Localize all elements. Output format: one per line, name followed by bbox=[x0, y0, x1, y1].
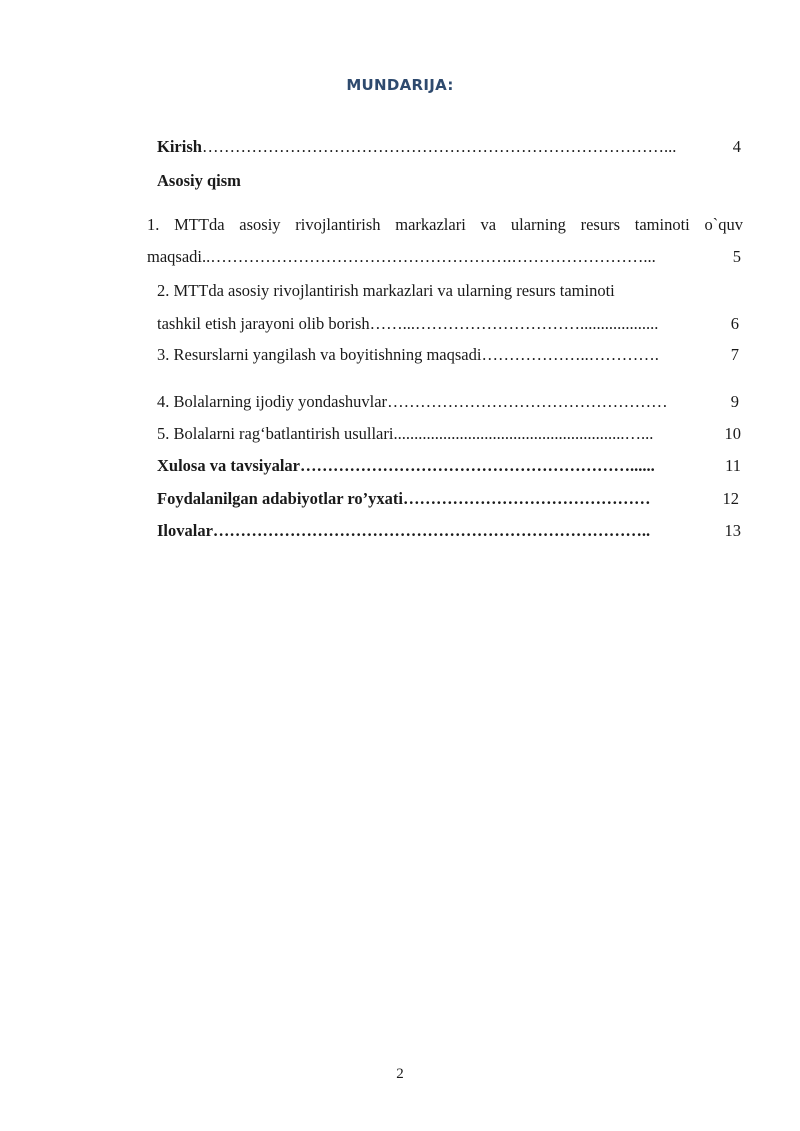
toc-entry-label bbox=[157, 344, 481, 366]
toc-leader-dots: …………………………………………………………………….. bbox=[212, 521, 651, 540]
toc-entry-label: Xulosa va tavsiyalar bbox=[157, 456, 301, 475]
toc-leader-dots: ........................................................…... bbox=[393, 424, 654, 443]
toc-leader-dots: …………………………………………………………………………... bbox=[201, 137, 677, 156]
toc-page-number: 5 bbox=[732, 247, 741, 266]
toc-entry-kirish bbox=[157, 136, 741, 158]
toc-entry-5 bbox=[157, 423, 741, 445]
toc-page-number: 9 bbox=[730, 392, 739, 411]
toc-entry-2-line1: 2. MTTda asosiy rivojlantirish markazlari va ularning resurs taminoti bbox=[157, 281, 615, 300]
toc-entry-label: 5. Bolalarni rag‘batlantirish usullari bbox=[157, 424, 394, 443]
toc-entry-label: tashkil etish jarayoni olib borish bbox=[157, 314, 370, 333]
toc-leader-dots: ……...…………………………................... bbox=[369, 314, 659, 333]
toc-page-number: 6 bbox=[730, 314, 739, 333]
toc-entry-label: 4. Bolalarning ijodiy yondashuvlar bbox=[157, 392, 388, 411]
toc-entry-label: maqsadi.. bbox=[147, 247, 211, 266]
toc-page-number: 13 bbox=[724, 521, 741, 540]
toc-leader-dots: ……………………………………………………...... bbox=[300, 456, 655, 475]
toc-page-number: 12 bbox=[722, 489, 739, 508]
toc-page-number: 7 bbox=[730, 345, 739, 364]
toc-entry-text: . Resurslarni yangilash va boyitishning maqsadi bbox=[165, 345, 482, 364]
toc-leader-dots: ……………………………………… bbox=[403, 489, 651, 508]
toc-entry-number: 3 bbox=[157, 345, 166, 364]
page-title: MUNDARIJA: bbox=[346, 76, 454, 94]
toc-page-number: 11 bbox=[725, 456, 741, 475]
toc-entry-label: Ilovalar bbox=[157, 521, 213, 540]
toc-leader-dots: ………………..…………. bbox=[481, 345, 659, 364]
toc-leader-dots: …………………………………………… bbox=[387, 392, 668, 411]
toc-entry-ilovalar bbox=[157, 520, 741, 542]
page-number: 2 bbox=[396, 1066, 404, 1082]
toc-entry-1 bbox=[147, 246, 741, 268]
toc-entry-4 bbox=[157, 391, 739, 413]
toc-entry-3 bbox=[157, 344, 739, 366]
toc-leader-dots: ……………………………………………….……………………... bbox=[210, 247, 656, 266]
toc-page-number: 10 bbox=[724, 424, 741, 443]
toc-entry-1-line1: 1. MTTda asosiy rivojlantirish markazlari va ularning resurs taminoti o`quv bbox=[147, 215, 743, 234]
toc-entry-adabiyotlar bbox=[157, 488, 739, 510]
toc-section-heading: Asosiy qism bbox=[157, 171, 241, 190]
toc-entry-label: Foydalanilgan adabiyotlar ro’yxati bbox=[157, 489, 404, 508]
toc-page-number: 4 bbox=[732, 137, 741, 156]
toc-entry-2 bbox=[157, 313, 739, 335]
toc-entry-xulosa bbox=[157, 455, 741, 477]
toc-entry-label: Kirish bbox=[157, 137, 202, 156]
